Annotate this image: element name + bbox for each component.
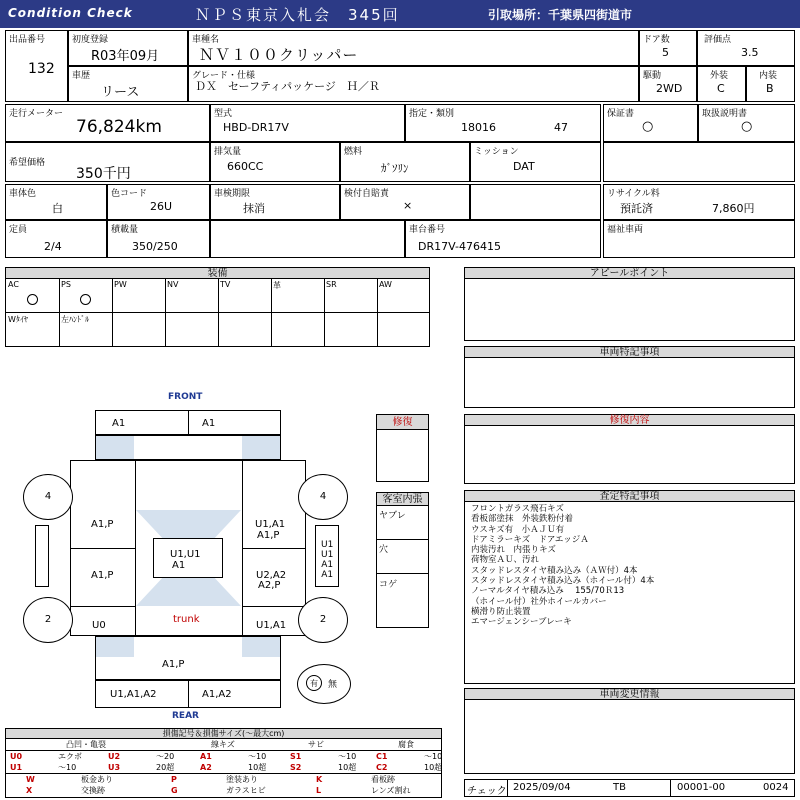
equip-lefthandle: 左ﾊﾝﾄﾞﾙ bbox=[61, 315, 89, 324]
check-tb: TB bbox=[613, 782, 626, 793]
inspection-box: 車検期限 抹消 bbox=[210, 184, 340, 220]
assessment-line: 内装汚れ 内張りキズ bbox=[471, 545, 556, 556]
load-value: 350/250 bbox=[132, 240, 178, 253]
inspection-value: 抹消 bbox=[243, 202, 265, 215]
cabin-box bbox=[376, 492, 429, 628]
selfpay-box: 検付自賠責 × bbox=[340, 184, 470, 220]
mileage-value: 76,824km bbox=[76, 117, 162, 137]
assessment-line: （ホイール付）社外ホイールカバー bbox=[471, 596, 607, 607]
selfpay-value: × bbox=[403, 199, 413, 212]
fuel-box: 燃料 ｶﾞｿﾘﾝ bbox=[340, 142, 470, 182]
legend-code: S2 bbox=[290, 763, 302, 772]
designation-value2: 47 bbox=[554, 121, 568, 134]
recycle-amount: 7,860円 bbox=[712, 202, 755, 215]
equipment-title: 装備 bbox=[6, 268, 429, 279]
equip-tv: TV bbox=[220, 280, 231, 289]
doors-value: 5 bbox=[662, 46, 669, 59]
appeal-box bbox=[464, 267, 795, 341]
legend-code: U3 bbox=[108, 763, 121, 772]
transmission-box: ミッション DAT bbox=[470, 142, 601, 182]
legend-value: 交換跡 bbox=[81, 786, 105, 795]
legend-code: X bbox=[26, 786, 33, 795]
wheel-front-right: 4 bbox=[298, 474, 348, 520]
legend-value: 板金あり bbox=[81, 775, 113, 784]
wheel-front-left: 4 bbox=[23, 474, 73, 520]
legend-title: 損傷記号＆損傷サイズ(〜最大cm) bbox=[6, 729, 441, 739]
history-value: リース bbox=[101, 85, 140, 100]
legend-code: U2 bbox=[108, 752, 121, 761]
check-num: 0024 bbox=[763, 782, 789, 793]
left-mid-val: A1,P bbox=[91, 570, 114, 581]
legend-value: レンズ割れ bbox=[371, 786, 411, 795]
model-code-box: 型式 HBD-DR17V bbox=[210, 104, 405, 142]
rear-left-val: U1,A1,A2 bbox=[110, 689, 157, 700]
repair-box bbox=[376, 414, 429, 482]
right-rear-val: U1,A1 bbox=[256, 620, 287, 631]
pickup-location: 引取場所：千葉県四街道市 bbox=[488, 8, 633, 22]
desired-price-box: 希望価格 350千円 bbox=[5, 142, 210, 182]
blank-box-2 bbox=[470, 184, 601, 220]
footer-box bbox=[464, 779, 795, 797]
legend-value: 〜10 bbox=[248, 752, 267, 761]
legend-box: 損傷記号＆損傷サイズ(〜最大cm) 凸凹・亀裂 線キズ サビ 腐食 U0 エクボ U2 〜20 A1 〜10 S1 〜10 C1 〜10 U1 〜10 U3 20超 A2 10超 S2 10超 C2 10超 W 板金あり P 塗装あり K 看板跡 X 交換跡 G ガラスヒビ L レンズ割れ bbox=[5, 728, 442, 798]
mileage-box: 走行メーター 76,824km bbox=[5, 104, 210, 142]
doors-box: ドア数 5 bbox=[639, 30, 697, 66]
equip-pw: PW bbox=[114, 280, 127, 289]
legend-value: 10超 bbox=[248, 763, 267, 772]
drive-box: 駆動 2WD bbox=[639, 66, 697, 102]
left-step bbox=[35, 525, 49, 587]
wheel-rear-left: 2 bbox=[23, 597, 73, 643]
grade-value: ＤＸ セーフティパッケージ Ｈ／Ｒ bbox=[195, 80, 380, 93]
color-code-box: 色コード 26U bbox=[107, 184, 210, 220]
model-name-value: ＮＶ１００クリッパー bbox=[199, 46, 359, 64]
equipment-box bbox=[5, 267, 430, 347]
legend-value: エクボ bbox=[58, 752, 82, 761]
legend-value: 20超 bbox=[156, 763, 175, 772]
legend-value: 〜20 bbox=[156, 752, 175, 761]
assessment-line: ドアミラーキズ ドアエッジＡ bbox=[471, 534, 589, 545]
chassis-value: DR17V-476415 bbox=[418, 240, 501, 253]
score-box: 評価点 3.5 bbox=[697, 30, 795, 66]
assessment-line: エマージェンシーブレーキ bbox=[471, 617, 572, 628]
right-strip-vals bbox=[321, 540, 333, 580]
equip-leather: 革 bbox=[273, 281, 281, 290]
assessment-box bbox=[464, 490, 795, 684]
lot-value: 132 bbox=[28, 61, 55, 77]
trunk-label: trunk bbox=[173, 614, 200, 625]
legend-value: 塗装あり bbox=[226, 775, 258, 784]
legend-code: W bbox=[26, 775, 35, 784]
assessment-line: 看板部塗抹 外装鉄粉付着 bbox=[471, 514, 574, 525]
legend-value: 10超 bbox=[424, 763, 443, 772]
legend-value: 〜10 bbox=[338, 752, 357, 761]
fuel-value: ｶﾞｿﾘﾝ bbox=[381, 162, 409, 175]
right-front-val-1: U1,A1 bbox=[255, 519, 286, 530]
legend-value: 看板跡 bbox=[371, 775, 395, 784]
assessment-title: 査定特記事項 bbox=[465, 491, 794, 502]
legend-code: P bbox=[171, 775, 177, 784]
rear-right-val: A1,A2 bbox=[202, 689, 232, 700]
equip-sr: SR bbox=[326, 280, 337, 289]
right-step bbox=[315, 525, 339, 587]
front-top-left-val: A1 bbox=[112, 418, 126, 429]
legend-code: L bbox=[316, 786, 322, 795]
rear-label: REAR bbox=[172, 711, 199, 721]
grade-box: グレード・仕様 ＤＸ セーフティパッケージ Ｈ／Ｒ bbox=[188, 66, 639, 102]
history-box: 車歴 リース bbox=[68, 66, 188, 102]
legend-code: A2 bbox=[200, 763, 212, 772]
assessment-line: ノーマルタイヤ積み込み 155/70Ｒ13 bbox=[471, 586, 625, 597]
manual-value: ○ bbox=[741, 119, 753, 134]
blank-box-3 bbox=[210, 220, 405, 258]
check-code: 00001-00 bbox=[677, 782, 726, 793]
legend-code: C1 bbox=[376, 752, 388, 761]
wheel-rear-right: 2 bbox=[298, 597, 348, 643]
legend-value: 10超 bbox=[338, 763, 357, 772]
lot-box bbox=[5, 30, 68, 102]
exterior-box: 外装 C bbox=[697, 66, 746, 102]
special-title: 車両特記事項 bbox=[465, 347, 794, 358]
rear-mid-val: A1,P bbox=[162, 659, 185, 670]
equip-ps: PS bbox=[61, 280, 71, 289]
assessment-line: フロントガラス飛石キズ bbox=[471, 504, 564, 514]
warranty-value: ○ bbox=[642, 119, 654, 134]
front-label: FRONT bbox=[168, 392, 203, 402]
model-code-value: HBD-DR17V bbox=[223, 121, 289, 134]
repair-label: 修復 bbox=[377, 415, 428, 430]
model-name-box: 車種名 ＮＶ１００クリッパー bbox=[188, 30, 639, 66]
color-value: 白 bbox=[52, 202, 63, 215]
condition-check-title: Condition Check bbox=[8, 6, 133, 20]
transmission-value: DAT bbox=[513, 160, 535, 173]
first-reg-box: 初度登録 R03年09月 bbox=[68, 30, 188, 66]
chassis-box: 車台番号 DR17V-476415 bbox=[405, 220, 601, 258]
special-box bbox=[464, 346, 795, 408]
blank-box-1 bbox=[603, 142, 795, 182]
load-box: 積載量 350/250 bbox=[107, 220, 210, 258]
legend-code: K bbox=[316, 775, 323, 784]
designation-box: 指定・類別 18016 47 bbox=[405, 104, 601, 142]
repair-content-title: 修復内容 bbox=[465, 415, 794, 426]
check-label: チェック bbox=[467, 786, 507, 797]
recycle-status: 預託済 bbox=[620, 202, 653, 215]
drive-value: 2WD bbox=[656, 82, 683, 95]
roof-val-2: A1 bbox=[172, 560, 186, 571]
legend-code: A1 bbox=[200, 752, 212, 761]
event-title: ＮＰＳ東京入札会 345回 bbox=[195, 6, 400, 24]
warranty-box: 保証書 ○ bbox=[603, 104, 698, 142]
color-box: 車体色 白 bbox=[5, 184, 107, 220]
interior-box: 内装 B bbox=[746, 66, 795, 102]
equip-ac: AC bbox=[8, 280, 19, 289]
designation-value1: 18016 bbox=[461, 121, 496, 134]
desired-price-value: 350千円 bbox=[76, 166, 131, 182]
displacement-box: 排気量 660CC bbox=[210, 142, 340, 182]
right-mid-val-1: U2,A2 bbox=[256, 570, 287, 581]
front-top-right-val: A1 bbox=[202, 418, 216, 429]
displacement-value: 660CC bbox=[227, 160, 264, 173]
lot-label: 出品番号 bbox=[9, 35, 46, 45]
appeal-title: アピールポイント bbox=[465, 268, 794, 279]
right-strip-val: A1 bbox=[321, 560, 334, 570]
check-date: 2025/09/04 bbox=[513, 782, 571, 793]
right-strip-val: A1 bbox=[321, 570, 334, 580]
cabin-burn: コゲ bbox=[379, 580, 398, 590]
score-value: 3.5 bbox=[741, 46, 759, 59]
right-strip-val: U1 bbox=[321, 550, 334, 560]
welfare-box: 福祉車両 bbox=[603, 220, 795, 258]
equip-aw: AW bbox=[379, 280, 392, 289]
assessment-line: 横滑り防止装置 bbox=[471, 606, 531, 617]
legend-value: 〜10 bbox=[58, 763, 77, 772]
repair-content-box bbox=[464, 414, 795, 484]
spare-none: 無 bbox=[328, 680, 338, 690]
interior-value: B bbox=[766, 82, 774, 95]
right-mid-val-2: A2,P bbox=[258, 580, 281, 591]
cabin-hole: 穴 bbox=[379, 545, 389, 555]
right-front-val-2: A1,P bbox=[257, 530, 280, 541]
spare-has: 有 bbox=[306, 675, 322, 691]
capacity-box: 定員 2/4 bbox=[5, 220, 107, 258]
legend-value: 〜10 bbox=[424, 752, 443, 761]
first-reg-value: R03年09月 bbox=[91, 49, 160, 64]
recycle-box: リサイクル料 預託済 7,860円 bbox=[603, 184, 795, 220]
legend-value: ガラスヒビ bbox=[226, 786, 266, 795]
left-rear-val: U0 bbox=[92, 620, 106, 631]
assessment-lines bbox=[471, 504, 654, 628]
capacity-value: 2/4 bbox=[44, 240, 62, 253]
equip-nv: NV bbox=[167, 280, 179, 289]
roof-val-1: U1,U1 bbox=[170, 549, 201, 560]
cabin-title: 客室内張 bbox=[377, 493, 428, 506]
manual-box: 取扱説明書 ○ bbox=[698, 104, 795, 142]
right-strip-val: U1 bbox=[321, 540, 334, 550]
legend-code: U0 bbox=[10, 752, 23, 761]
change-title: 車両変更情報 bbox=[465, 689, 794, 700]
cabin-tear: ヤブレ bbox=[379, 511, 406, 521]
legend-code: C2 bbox=[376, 763, 388, 772]
exterior-value: C bbox=[717, 82, 725, 95]
left-front-val: A1,P bbox=[91, 519, 114, 530]
change-box bbox=[464, 688, 795, 774]
equip-ps-mark bbox=[80, 294, 91, 305]
spare-tire bbox=[297, 664, 351, 704]
equip-wtire: Wﾀｲﾔ bbox=[8, 315, 28, 324]
assessment-line: ウスキズ有 小ＡＪＵ有 bbox=[471, 524, 565, 535]
assessment-line: スタッドレスタイヤ積み込み（ホイール付）4本 bbox=[471, 576, 655, 587]
equip-ac-mark bbox=[27, 294, 38, 305]
legend-code: U1 bbox=[10, 763, 23, 772]
assessment-line: スタッドレスタイヤ積み込み（ＡＷ付）4本 bbox=[471, 565, 638, 576]
header-bar bbox=[0, 0, 800, 28]
legend-code: G bbox=[171, 786, 178, 795]
assessment-line: 荷物室ＡＵ、汚れ bbox=[471, 555, 540, 566]
legend-code: S1 bbox=[290, 752, 302, 761]
color-code-value: 26U bbox=[150, 200, 173, 213]
